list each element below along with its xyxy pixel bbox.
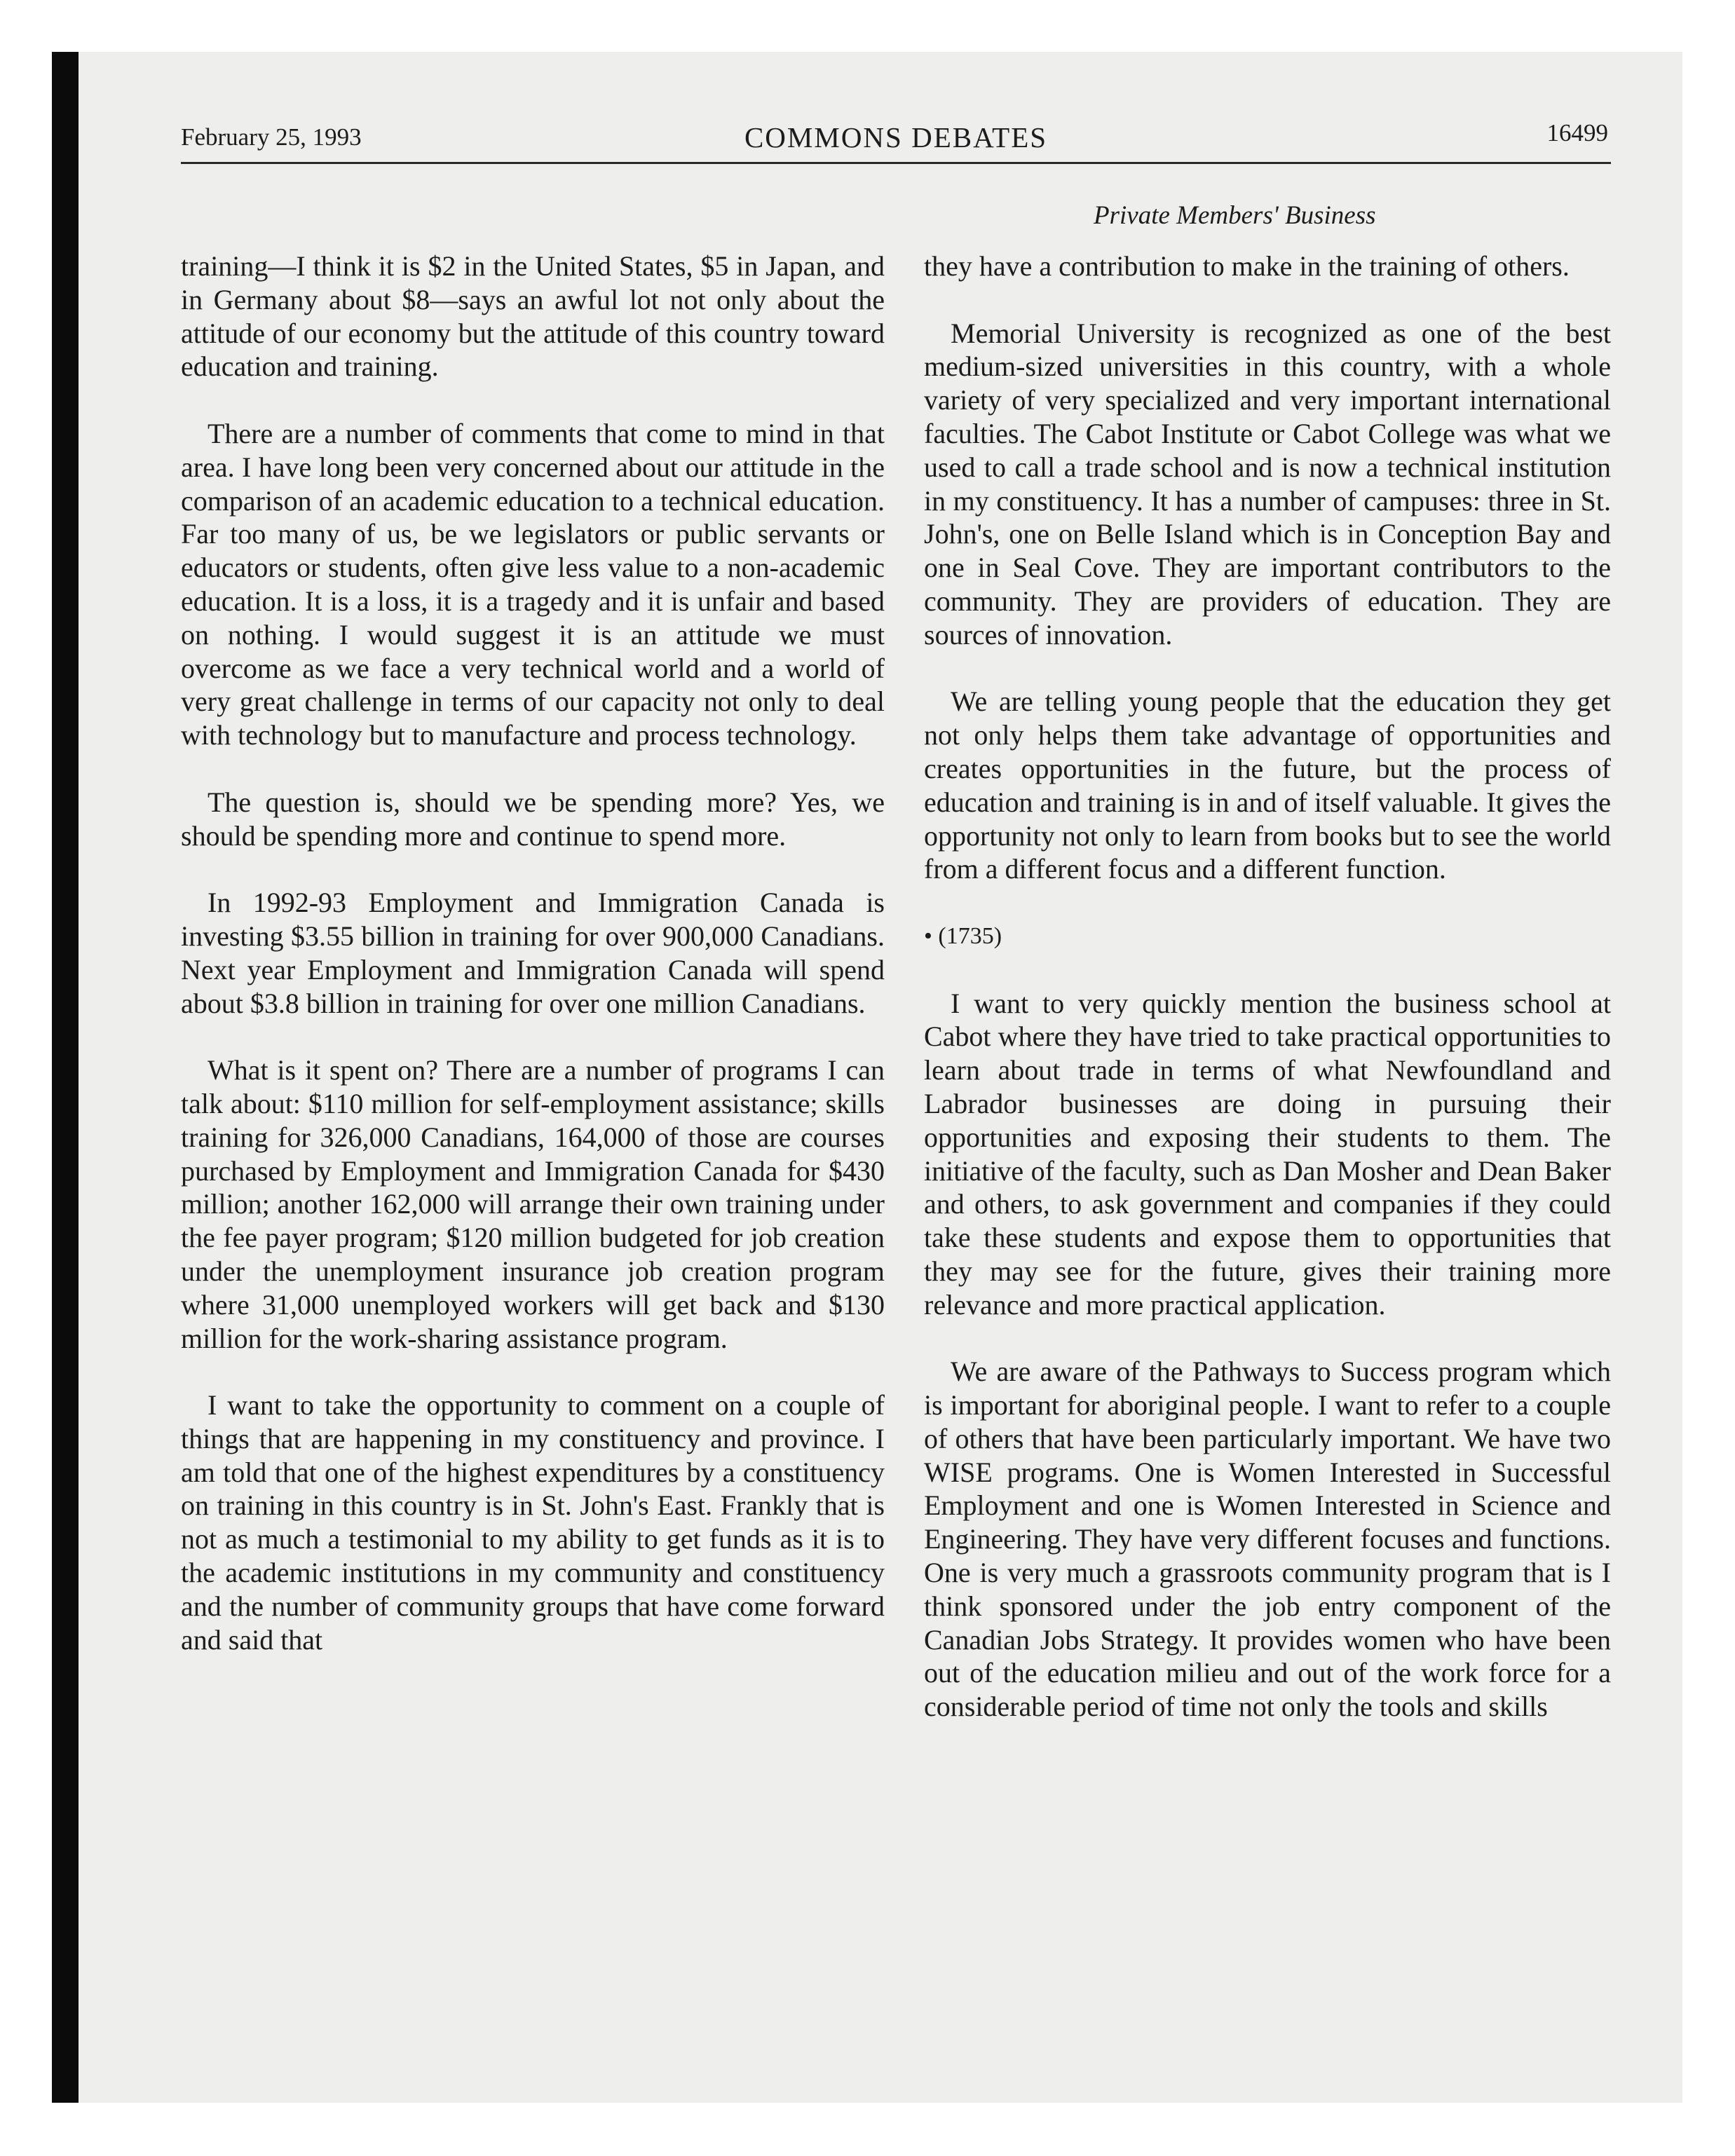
- paragraph: training—I think it is $2 in the United States, $5 in Japan, and in Germany about $8—says an awful lot not only about the attitude of our economy but the attitude of this country toward education and training.: [181, 250, 885, 383]
- time-marker: • (1735): [924, 922, 1002, 949]
- paragraph: What is it spent on? There are a number of programs I can talk about: $110 million for self-employment assistance; skills training for 326,000 Canadians, 164,000 of those are courses purchased by Employment and Immigration Canada for $430 million; another 162,000 will arrange their own training under the fee payer program; $120 million budgeted for job creation under the unemployment insurance job creation program where 31,000 unemployed workers will get back and $130 million for the work-sharing assistance program.: [181, 1054, 885, 1354]
- header-date: February 25, 1993: [181, 123, 362, 151]
- header-page-number: 16499: [1546, 119, 1608, 146]
- header-title: COMMONS DEBATES: [744, 121, 1048, 153]
- paragraph: The question is, should we be spending more? Yes, we should be spending more and continue to spend more.: [181, 786, 885, 852]
- paragraph: We are telling young people that the education they get not only helps them take advantage of opportunities and creates opportunities in the future, but the process of education and training is in and of itself valuable. It gives the opportunity not only to learn from books but to see the world from a different focus and a different function.: [924, 685, 1611, 885]
- paragraph: Memorial University is recognized as one of the best medium-sized universities in this country, with a whole variety of very specialized and very important international faculties. The Cabot Institute or Cabot College was what we used to call a trade school and is now a technical institution in my constituency. It has a number of campuses: three in St. John's, one on Belle Island which is in Conception Bay and one in Seal Cove. They are important contributors to the community. They are providers of education. They are sources of innovation.: [924, 317, 1611, 650]
- section-label: Private Members' Business: [1094, 201, 1376, 230]
- paragraph: We are aware of the Pathways to Success program which is important for aboriginal people. I want to refer to a couple of others that have been particularly important. We have two WISE programs. One is Women Interested in Successful Employment and one is Women Interested in Science and Engineering. They have very different focuses and functions. One is very much a grassroots community program that is I think sponsored under the job entry component of the Canadian Jobs Strategy. It provides women who have been out of the education milieu and out of the work force for a considerable period of time not only the tools and skills: [924, 1356, 1611, 1723]
- paragraph: There are a number of comments that come to mind in that area. I have long been very concerned about our attitude in the comparison of an academic education to a technical education. Far too many of us, be we legislators or public servants or educators or students, often give less value to a non-academic education. It is a loss, it is a tragedy and it is unfair and based on nothing. I would suggest it is an attitude we must overcome as we face a very technical world and a world of very great challenge in terms of our capacity not only to deal with technology but to manufacture and process technology.: [181, 417, 885, 751]
- paragraph: I want to take the opportunity to comment on a couple of things that are happening in my constituency and province. I am told that one of the highest expenditures by a constituency on training in this country is in St. John's East. Frankly that is not as much a testimonial to my ability to get funds as it is to the academic institutions in my community and constituency and the number of community groups that have come forward and said that: [181, 1389, 885, 1656]
- header-rule: [181, 162, 1611, 164]
- paragraph: they have a contribution to make in the training of others.: [924, 250, 1570, 282]
- binding-edge: [52, 52, 79, 2103]
- right-column: [924, 250, 1611, 1724]
- left-column: [181, 250, 885, 1656]
- page-header: [181, 118, 1611, 160]
- paragraph: I want to very quickly mention the business school at Cabot where they have tried to take practical opportunities to learn about trade in terms of what Newfoundland and Labrador businesses are doing in pursuing their opportunities and exposing their students to them. The initiative of the faculty, such as Dan Mosher and Dean Baker and others, to ask government and companies if they could take these students and expose them to opportunities that they may see for the future, gives their training more relevance and more practical application.: [924, 987, 1611, 1321]
- paragraph: In 1992-93 Employment and Immigration Canada is investing $3.55 billion in training for over 900,000 Canadians. Next year Employment and Immigration Canada will spend about $3.8 billion in training for over one million Canadians.: [181, 887, 885, 1019]
